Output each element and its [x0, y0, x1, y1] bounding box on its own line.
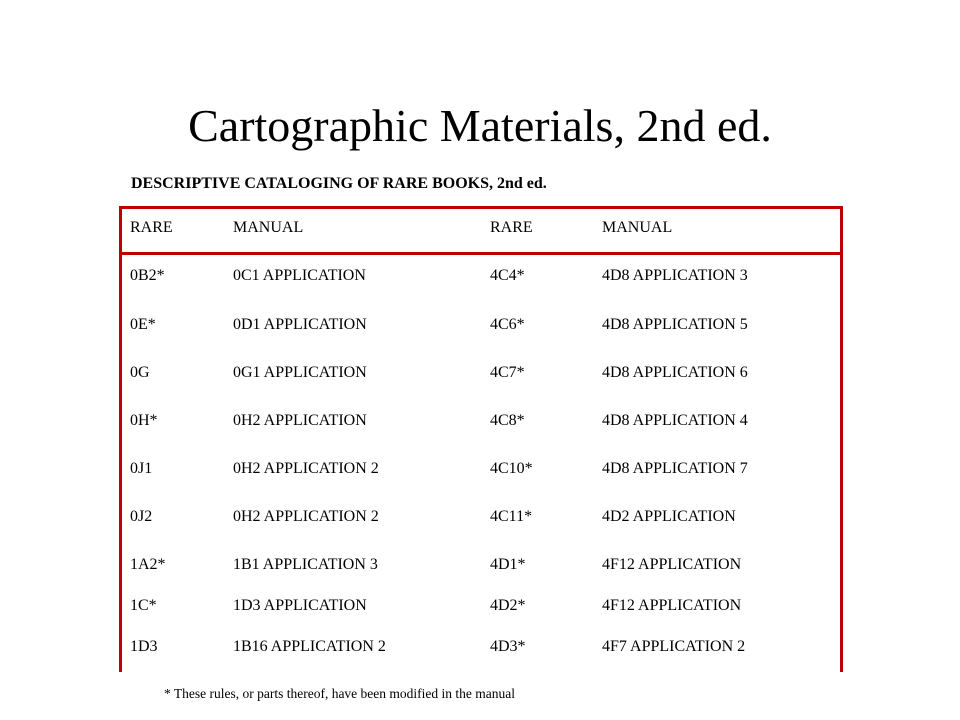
header-rare: RARE — [130, 219, 173, 236]
table-cell-manual-rule: 4F12 APPLICATION — [602, 556, 742, 573]
table-cell-rare-rule: 4C6* — [490, 316, 525, 333]
footnote: * These rules, or parts thereof, have been modified in the manual — [164, 686, 516, 701]
table-cell-rare-rule: 4C11* — [490, 508, 533, 525]
table-cell-rare-rule: 4C8* — [490, 412, 525, 429]
table-cell-manual-rule: 4D8 APPLICATION 3 — [602, 267, 748, 284]
table-cell-manual-rule: 4D8 APPLICATION 5 — [602, 316, 748, 333]
table-cell-rare-rule: 4C7* — [490, 364, 525, 381]
header-rare: RARE — [490, 219, 533, 236]
rule-mapping-table — [119, 206, 840, 672]
header-manual: MANUAL — [602, 219, 673, 236]
table-cell-manual-rule: 1B1 APPLICATION 3 — [233, 556, 378, 573]
table-cell-rare-rule: 0J1 — [130, 460, 153, 477]
table-cell-manual-rule: 4D2 APPLICATION — [602, 508, 736, 525]
table-cell-rare-rule: 4C4* — [490, 267, 525, 284]
table-cell-manual-rule: 0H2 APPLICATION 2 — [233, 460, 379, 477]
table-cell-rare-rule: 4D1* — [490, 556, 526, 573]
table-cell-rare-rule: 0B2* — [130, 267, 165, 284]
table-cell-rare-rule: 1D3 — [130, 638, 158, 655]
table-cell-manual-rule: 4D8 APPLICATION 7 — [602, 460, 748, 477]
table-cell-rare-rule: 1A2* — [130, 556, 166, 573]
table-cell-rare-rule: 0H* — [130, 412, 158, 429]
table-cell-manual-rule: 1B16 APPLICATION 2 — [233, 638, 386, 655]
table-cell-manual-rule: 0D1 APPLICATION — [233, 316, 367, 333]
table-cell-manual-rule: 4F12 APPLICATION — [602, 597, 742, 614]
table-cell-rare-rule: 0G — [130, 364, 150, 381]
table-cell-rare-rule: 1C* — [130, 597, 157, 614]
table-cell-manual-rule: 4F7 APPLICATION 2 — [602, 638, 746, 655]
table-cell-manual-rule: 4D8 APPLICATION 6 — [602, 364, 748, 381]
table-left-border — [119, 206, 122, 672]
table-cell-rare-rule: 0J2 — [130, 508, 153, 525]
table-top-border — [119, 206, 843, 209]
table-cell-manual-rule: 0G1 APPLICATION — [233, 364, 367, 381]
header-separator-line — [119, 252, 843, 255]
table-cell-manual-rule: 1D3 APPLICATION — [233, 597, 367, 614]
header-manual: MANUAL — [233, 219, 304, 236]
table-cell-rare-rule: 4D2* — [490, 597, 526, 614]
table-cell-rare-rule: 4D3* — [490, 638, 526, 655]
table-caption: DESCRIPTIVE CATALOGING OF RARE BOOKS, 2nd ed. — [131, 175, 547, 192]
table-cell-rare-rule: 0E* — [130, 316, 156, 333]
table-cell-rare-rule: 4C10* — [490, 460, 533, 477]
table-cell-manual-rule: 0H2 APPLICATION — [233, 412, 367, 429]
table-cell-manual-rule: 0C1 APPLICATION — [233, 267, 366, 284]
table-cell-manual-rule: 0H2 APPLICATION 2 — [233, 508, 379, 525]
table-cell-manual-rule: 4D8 APPLICATION 4 — [602, 412, 748, 429]
slide-title: Cartographic Materials, 2nd ed. — [188, 100, 772, 151]
table-right-border — [840, 206, 843, 672]
